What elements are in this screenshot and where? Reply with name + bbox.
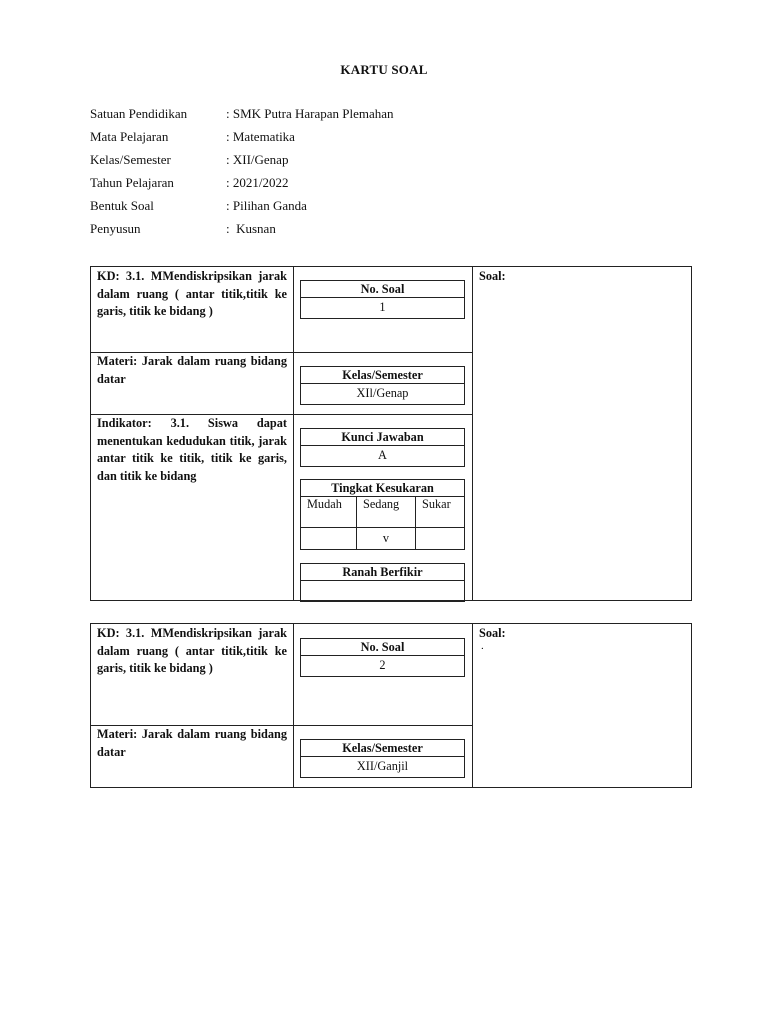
info-label: Tahun Pelajaran: [90, 175, 174, 190]
info-value: : XII/Genap: [226, 152, 289, 167]
tingkat-col-sedang: Sedang: [357, 497, 416, 527]
kunci-jawaban-label: Kunci Jawaban: [301, 429, 464, 446]
info-row-kelas: [90, 152, 590, 175]
info-row-satuan: [90, 106, 590, 129]
kelas-semester-table: [300, 739, 465, 778]
kelas-semester-label: Kelas/Semester: [301, 367, 464, 384]
info-label: Satuan Pendidikan: [90, 106, 188, 121]
tingkat-mark-sedang: v: [357, 528, 416, 549]
info-row-mapel: [90, 129, 590, 152]
no-soal-value: 2: [379, 658, 386, 672]
materi-cell: Materi: Jarak dalam ruang bidang datar: [97, 727, 287, 759]
kelas-semester-value: XII/Ganjil: [356, 759, 409, 773]
no-soal-table: [300, 280, 465, 319]
info-label: Bentuk Soal: [90, 198, 154, 213]
ranah-berfikir-table: [300, 563, 465, 602]
ranah-berfikir-value: [301, 581, 464, 601]
info-value: : Matematika: [226, 129, 295, 144]
page-title: KARTU SOAL: [340, 62, 428, 77]
column-divider: [472, 624, 473, 787]
no-soal-label: No. Soal: [301, 281, 464, 298]
column-divider: [472, 267, 473, 600]
question-card-1: [90, 266, 692, 601]
kunci-jawaban-table: [300, 428, 465, 467]
tingkat-mark-mudah: [301, 528, 357, 549]
identity-info: [90, 106, 590, 244]
info-value: : Kusnan: [226, 221, 276, 236]
soal-label: Soal:: [479, 269, 506, 283]
row-divider: [293, 352, 472, 353]
info-label: Kelas/Semester: [90, 152, 171, 167]
kelas-semester-label: Kelas/Semester: [301, 740, 464, 757]
info-row-tahun: [90, 175, 590, 198]
info-value: : SMK Putra Harapan Plemahan: [226, 106, 394, 121]
indikator-cell: Indikator: 3.1. Siswa dapat menentukan kedudukan titik, jarak antar titik ke titik, titik ke garis, dan titik ke bidang: [97, 416, 287, 483]
kelas-semester-value: XIl/Genap: [356, 386, 409, 400]
kelas-semester-table: [300, 366, 465, 405]
tingkat-kesukaran-table: [300, 479, 465, 550]
column-divider: [293, 267, 294, 600]
tingkat-kesukaran-label: Tingkat Kesukaran: [301, 480, 464, 497]
soal-label: Soal:: [479, 626, 506, 640]
tingkat-mark-sukar: [416, 528, 464, 549]
tingkat-marks: [301, 528, 464, 549]
info-label: Mata Pelajaran: [90, 129, 169, 144]
row-divider: [293, 725, 472, 726]
info-label: Penyusun: [90, 221, 141, 236]
row-divider: [293, 414, 472, 415]
no-soal-label: No. Soal: [301, 639, 464, 656]
kd-cell: KD: 3.1. MMendiskripsikan jarak dalam ruang ( antar titik,titik ke garis, titik ke bidang ): [97, 269, 287, 318]
column-divider: [293, 624, 294, 787]
no-soal-table: [300, 638, 465, 677]
info-row-penyusun: [90, 221, 590, 244]
soal-content: .: [481, 640, 484, 652]
no-soal-value: 1: [379, 300, 386, 314]
info-value: : Pilihan Ganda: [226, 198, 307, 213]
info-value: : 2021/2022: [226, 175, 289, 190]
tingkat-columns: [301, 497, 464, 528]
tingkat-col-mudah: Mudah: [301, 497, 357, 527]
materi-cell: Materi: Jarak dalam ruang bidang datar: [97, 354, 287, 386]
tingkat-col-sukar: Sukar: [422, 497, 451, 511]
kunci-jawaban-value: A: [378, 448, 387, 462]
ranah-berfikir-label: Ranah Berfikir: [301, 564, 464, 581]
question-card-2: [90, 623, 692, 788]
info-row-bentuk: [90, 198, 590, 221]
kd-cell: KD: 3.1. MMendiskripsikan jarak dalam ruang ( antar titik,titik ke garis, titik ke bidang ): [97, 626, 287, 675]
